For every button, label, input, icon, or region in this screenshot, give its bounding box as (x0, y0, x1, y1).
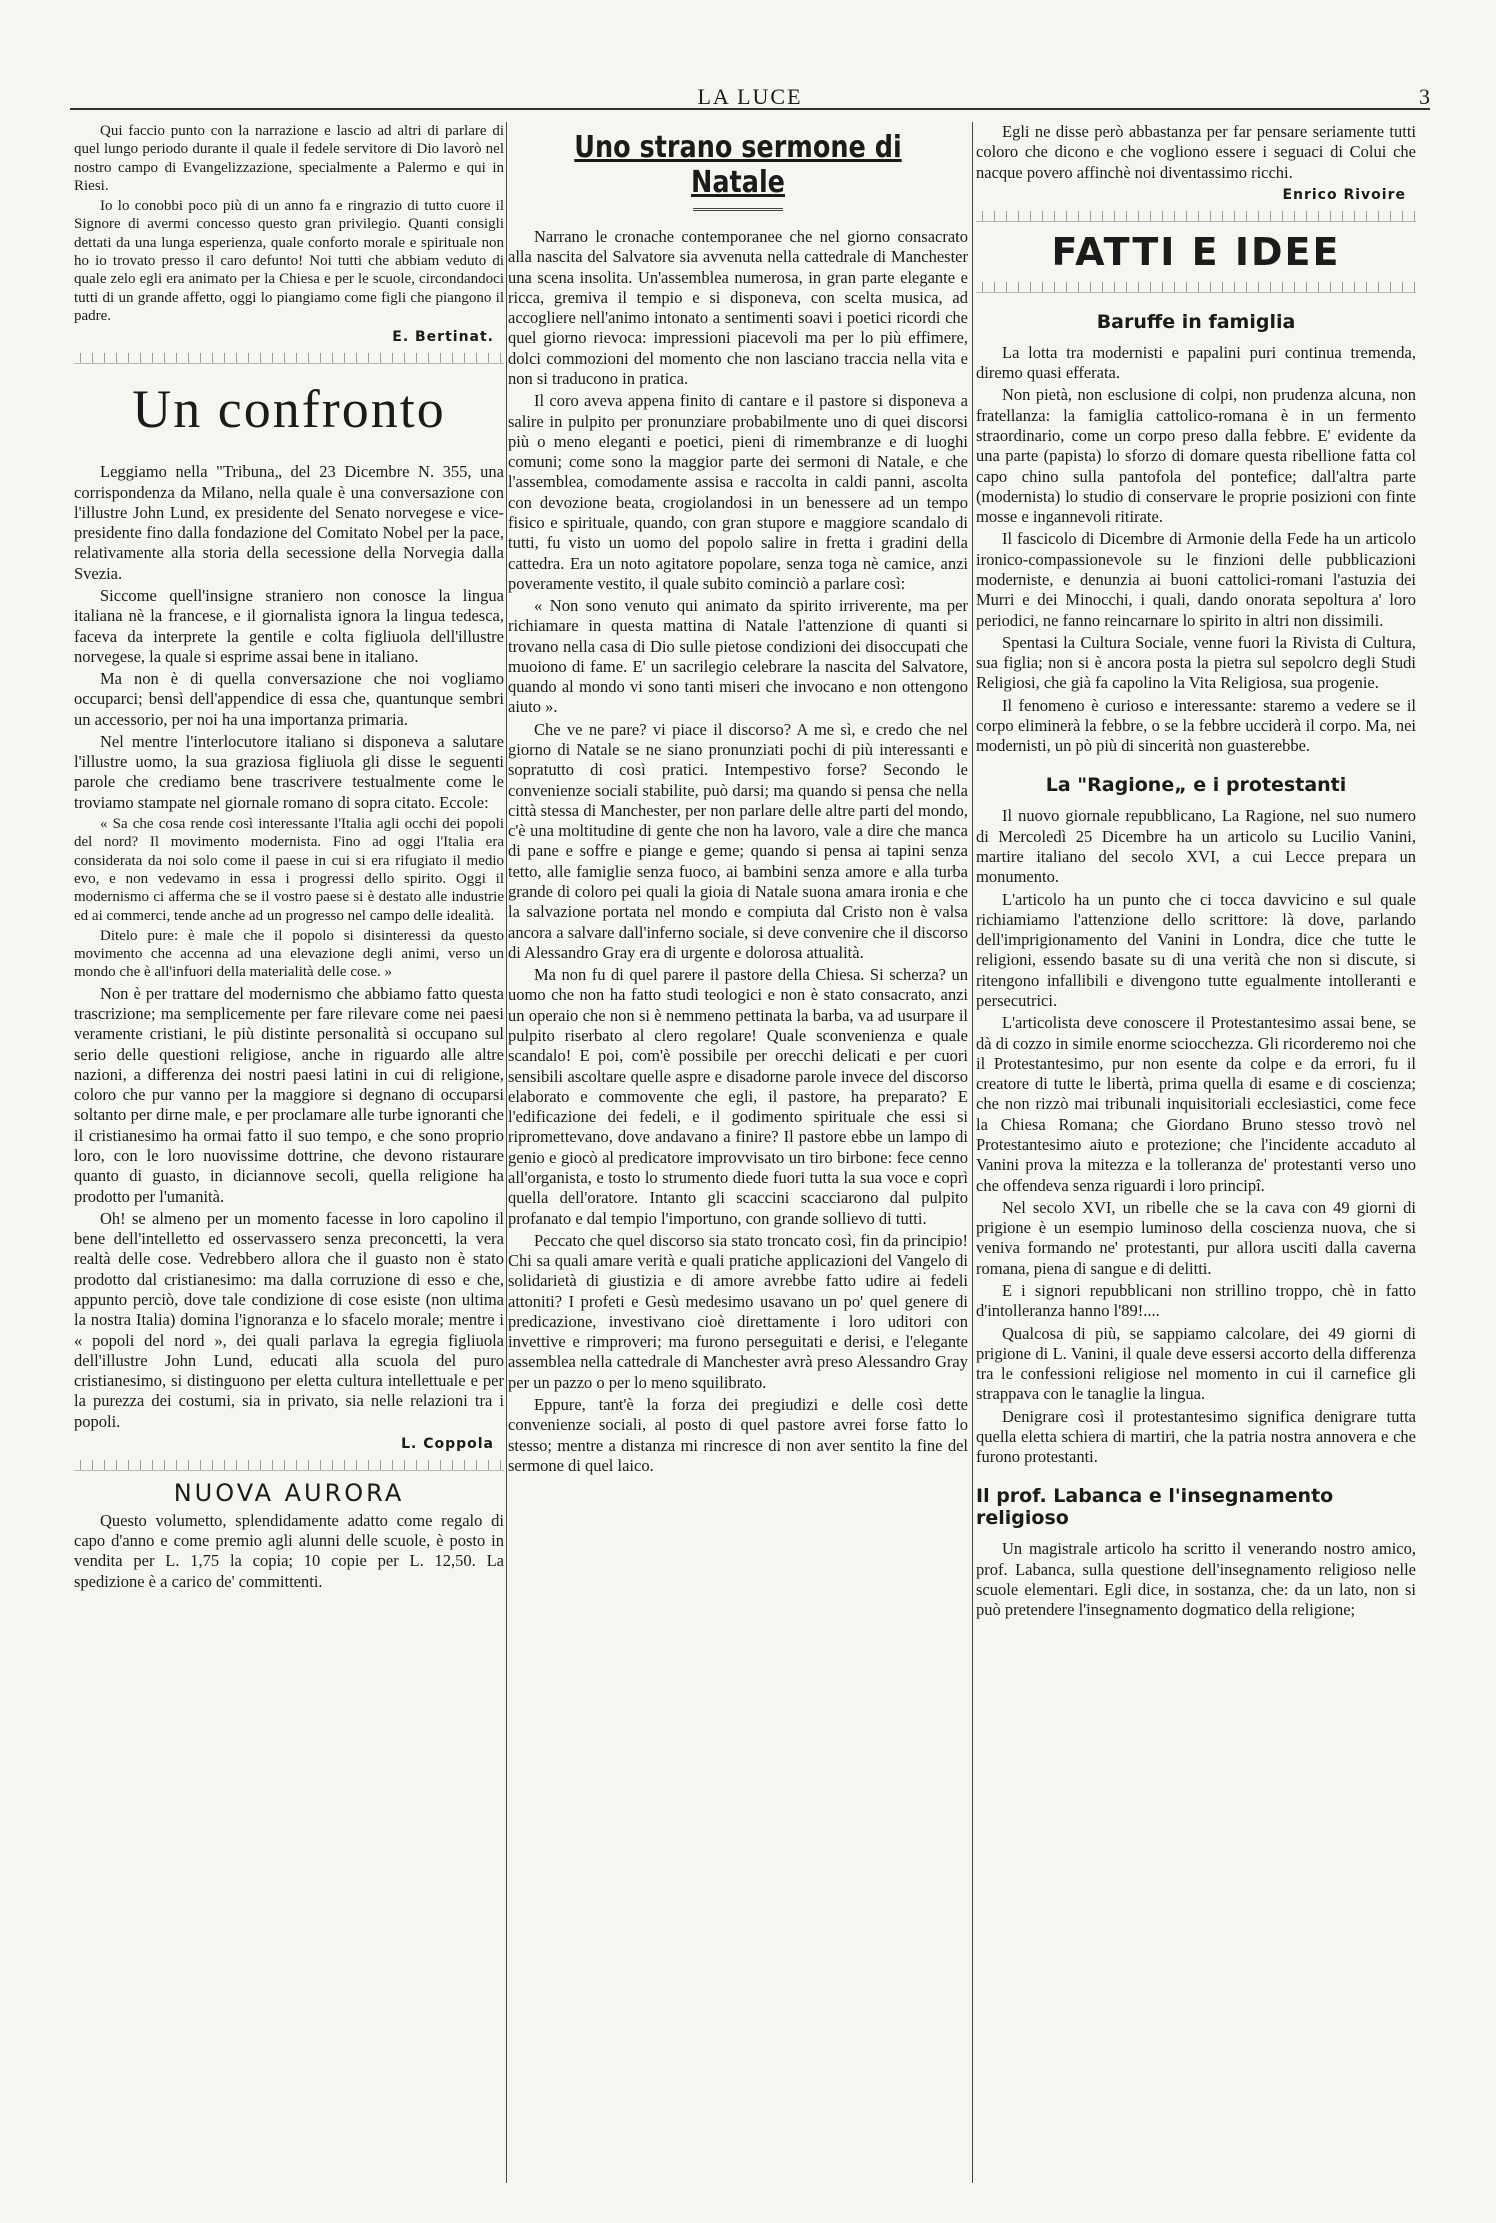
article-paragraph: « Non sono venuto qui animato da spirito irriverente, ma per richiamare in questa mattina di Natale l'attenzione di quanti si trovano nella casa di Dio sulle pietose condizioni dei disoccupati che muoiono di fame. E' un sacrilegio celebrare la nascita del Salvatore, quando al mondo vi sono tanti miseri che invocano e non ottengono aiuto ». (508, 596, 968, 717)
article-paragraph: Ma non fu di quel parere il pastore della Chiesa. Si scherza? un uomo che non ha fatto studi teologici e non è stato consacrato, anzi un operaio che non si è nemmeno pettinata la barba, va ad usurpare il pulpito riserbato al clero regolare! Quale sconvenienza e quale scandalo! E poi, com'è possibile per orecchi delicati e per cuori sensibili ascoltare quelle aspre e disadorne parole invece del discorso elaborato e commovente che egli, il pastore, ha preparato? E l'edificazione dei fedeli, e il godimento spirituale che essi si ripromettevano, dove andavano a finire? Il pastore ebbe un lampo di genio e giocò al predicatore improvvisato un tiro birbone: fece cenno all'organista, e tosto lo strumento diede fuori tutta la sua voce e coprì quella dell'oratore. Intanto gli scaccini scacciarono dal pulpito profanato e dal tempio l'importuno, con grande sollievo di tutti. (508, 965, 968, 1228)
article-paragraph: Eppure, tant'è la forza dei pregiudizi e delle così dette convenienze sociali, al posto di quel pastore avrei forse fatto lo stesso; mentre a distanza mi rincresce di non aver sentito la fine del sermone di quel laico. (508, 1395, 968, 1475)
section-paragraph: Il fascicolo di Dicembre di Armonie della Fede ha un articolo ironico-compassionevole su le finzioni delle pubblicazioni moderniste, e denunzia ai buoni cattolici-romani l'astuzia dei Murri e dei Minocchi, i quali, dando onorata sepoltura a' loro periodici, ne fanno reincarnare lo spirito in altri non dissimili. (976, 529, 1416, 630)
article-paragraph: Siccome quell'insigne straniero non conosce la lingua italiana nè la francese, e il giornalista ignora la lingua tedesca, faceva da interprete la gentile e colta figliuola dell'illustre norvegese, la quale si esprime assai bene in italiano. (74, 585, 504, 666)
section-paragraph: Il nuovo giornale repubblicano, La Ragione, nel suo numero di Mercoledì 25 Dicembre ha un articolo su Lucilio Vanini, martire italiano del secolo XVI, a cui Lecce prepara un monumento. (976, 806, 1416, 887)
wavy-divider (976, 282, 1416, 293)
section-banner-title: FATTI E IDEE (1051, 229, 1341, 274)
intro-paragraph: Egli ne disse però abbastanza per far pensare seriamente tutti coloro che dicono e che vogliono essere i seguaci di Colui che nacque povero affinchè noi diventassimo ricchi. (976, 122, 1416, 182)
article-paragraph: Non è per trattare del modernismo che abbiamo fatto questa trascrizione; ma semplicemente per fare rilevare come nei paesi veramente cristiani, le più distinte personalità si occupano sul serio delle questioni religiose, anche in riguardo alle altre nazioni, a differenza dei nostri paesi latini in cui di religione, coloro che pur vanno per la maggiore si degnano di occuparsi soltanto per dirne male, e per proclamare alle turbe ignoranti che il cristianesimo ha ormai fatto il suo tempo, e che sono proprio loro, con le loro nuovissime dottrine, che devono ristaurare quanto di guasto, in diciannove secoli, quella religione ha prodotto per l'umanità. (74, 983, 504, 1206)
column-3 (976, 122, 1416, 2183)
article-paragraph: Oh! se almeno per un momento facesse in loro capolino il bene dell'intelletto ed osservassero senza preconcetti, la vera realtà delle cose. Vedrebbero allora che il guasto non è stato prodotto dal cristianesimo: ma dalla corruzione di esso e che, appunto perciò, dove tale condizione di cose esiste (non ultima la nostra Italia) domina l'ignoranza e lo sfacelo morale; mentre i « popoli del nord », dei quali parlava la egregia figliuola dell'illustre John Lund, educati alla scuola del puro cristianesimo, si distinguono per eletta cultura intellettuale e per la purezza dei costumi, sia in privato, sia nelle relazioni tra i popoli. (74, 1208, 504, 1431)
section-paragraph: L'articolista deve conoscere il Protestantesimo assai bene, se dà di cozzo in simile enorme sciocchezza. Gli ricorderemo noi che il Protestantesimo, pur non esente da colpe e da errori, fu il creatore di tutte le libertà, prima quella di esame e di coscienza; che non rizzò mai tribunali inquisitoriali ecclesiastici, come fece la Chiesa Romana; che Giordano Bruno stesso trovò nel Protestantesimo aiuto e protezione; che l'incidente accaduto al Vanini prova la mitezza e la tolleranza de' protestanti verso uno che offendeva senza riguardi i loro principî. (976, 1013, 1416, 1195)
intro-paragraph: Io lo conobbi poco più di un anno fa e ringrazio di tutto cuore il Signore di avermi concesso questo gran privilegio. Quanti consigli dettati da una lunga esperienza, quale conforto morale e spirituale non ho io trovato presso il caro defunto! Noi tutti che abbiam veduto di quale zelo egli era animato per la Chiesa e per le scuole, circondandoci tutti di un grande affetto, oggi lo piangiamo come figli che piangono il padre. (74, 198, 504, 324)
wavy-divider (976, 211, 1416, 222)
section-title: La "Ragione„ e i protestanti (1045, 774, 1347, 797)
intro-signature: E. Bertinat. (392, 329, 494, 346)
section-paragraph: Qualcosa di più, se sappiamo calcolare, dei 49 giorni di prigione di L. Vanini, il quale deve essersi accorto della differenza tra le confessioni religiose nel momento in cui il carnefice gli strappava con le tanaglie la lingua. (976, 1323, 1416, 1404)
intro-paragraph: Qui faccio punto con la narrazione e lascio ad altri di parlare di quel lungo periodo durante il quale il fedele servitore di Dio lavorò nel nostro campo di Evangelizzazione, specialmente a Palermo e qui in Riesi. (74, 123, 504, 194)
article-title: Uno strano sermone di Natale (574, 130, 902, 200)
page-number: 3 (1419, 84, 1430, 109)
quote-paragraph: « Sa che cosa rende così interessante l'Italia agli occhi dei popoli del nord? Il movimento modernista. Fino ad oggi l'Italia era considerata da noi solo come il paese in cui si era rifugiato il medio evo, e non vedevamo in essa i progressi dello spirito. Oggi il modernismo ci afferma che se il vostro paese si è destato alle industrie ed ai commerci, tende anche ad un progresso nel campo delle idealità. (74, 816, 504, 924)
notice-title: NUOVA AURORA (173, 1478, 405, 1507)
section-paragraph: Spentasi la Cultura Sociale, venne fuori la Rivista di Cultura, sua figlia; non si è ancora posta la pietra sul sepolcro degli Studi Religiosi, che già fa capolino la Vita Religiosa, sua progenie. (976, 632, 1416, 693)
section-paragraph: L'articolo ha un punto che ci tocca davvicino e sul quale richiamiamo l'attenzione dello scrittore: là dove, parlando dell'imprigionamento del Vanini in Londra, dice che tutte le religioni, essendo basate su di una verità che non si discute, si ritengono infallibili e divengono tutte egualmente intolleranti e persecutrici. (976, 889, 1416, 1010)
article-paragraph: Che ve ne pare? vi piace il discorso? A me sì, e credo che nel giorno di Natale se ne siano pronunziati pochi di più interessanti e sopratutto di così pratici. Intempestivo forse? Secondo le convenienze sociali stabilite, può darsi; ma quando si pensa che nella città stessa di Manchester, per non parlare delle altre parti del mondo, c'è una moltitudine di gente che non ha lavoro, vale a dire che manca di pane e soffre e piange e geme; quando si pensa ai tapini senza tetto, alle famiglie senza fuoco, ai bambini senza amore e alla turba grande di coloro pei quali la gioia di Natale suona amara ironia e che la salvazione portata nel mondo e compiuta dal Cristo non è valsa ancora a salvare dall'inferno sociale, si deve convenire che il discorso di Alessandro Gray era di urgente e dolorosa attualità. (508, 719, 968, 962)
article-paragraph: Ma non è di quella conversazione che noi vogliamo occuparci; bensì dell'appendice di essa che, quantunque sembri un accessorio, per noi ha una importanza primaria. (74, 669, 504, 729)
section-paragraph: La lotta tra modernisti e papalini puri continua tremenda, diremo quasi efferata. (976, 342, 1416, 383)
column-divider-1 (506, 122, 507, 2183)
intro-signature: Enrico Rivoire (1282, 186, 1406, 203)
column-divider-2 (972, 122, 973, 2183)
article-paragraph: Peccato che quel discorso sia stato troncato così, fin da principio! Chi sa quali amare verità e quali pratiche applicazioni del Vangelo di solidarietà di giustizia e di amore avrebbe fatto udire ai fedeli attoniti? I profeti e Gesù medesimo usavano un po' quel genere di predicazione, investivano cioè direttamente i loro uditori con invettive e rimproveri; ma furono perseguitati e derisi, e l'elegante assemblea nella cattedrale di Manchester avrà preso Alessandro Gray per un pazzo o per lo meno squilibrato. (508, 1230, 968, 1392)
section-paragraph: E i signori repubblicani non strillino troppo, chè in fatto d'intolleranza hanno l'89!.... (976, 1280, 1416, 1321)
section-paragraph: Il fenomeno è curioso e interessante: staremo a vedere se il corpo eliminerà la febbre, o se la febbre ucciderà il corpo. Ma, nei modernisti, un pò più di sincerità non guasterebbe. (976, 695, 1416, 756)
wavy-divider (74, 1460, 504, 1471)
title-rule (693, 208, 783, 211)
article-paragraph: Leggiamo nella "Tribuna„ del 23 Dicembre N. 355, una corrispondenza da Milano, nella quale è una conversazione con l'illustre John Lund, ex presidente del Senato norvegese e vice-presidente fino dalla fondazione del Comitato Nobel per la pace, relativamente alla storia della secessione della Norvegia dalla Svezia. (74, 462, 504, 583)
section-paragraph: Non pietà, non esclusione di colpi, non prudenza alcuna, non fratellanza: la famiglia cattolico-romana è in un fermento straordinario, come un corpo preso dalla febbre. E' evidente da una parte (papista) lo sforzo di domare questa ribellione fatta col capo chino sulla pantofola del pontefice; dall'altra parte (modernista) lo studio di conservare le proprie posizioni con finte mosse e ingannevoli ritirate. (976, 385, 1416, 527)
article-title: Un confronto (132, 379, 446, 440)
masthead: LA LUCE (697, 84, 803, 109)
article-paragraph: Narrano le cronache contemporanee che nel giorno consacrato alla nascita del Salvatore sia avvenuta nella cattedrale di Manchester una scena insolita. Un'assemblea numerosa, in gran parte elegante e ricca, gremiva il tempio e si disponeva, con scelta musica, ad accogliere nell'animo intonato a sentimenti soavi i poetici ricordi che quel giorno rievoca: impressioni piacevoli ma per lo più effimere, dolci commozioni del momento che non lasciano traccia nella vita e non si traducono in pratica. (508, 227, 968, 388)
header-rule (70, 108, 1430, 110)
column-2 (508, 122, 968, 2183)
column-1 (74, 122, 504, 2183)
section-paragraph: Denigrare così il protestantesimo significa denigrare tutta quella eletta schiera di martiri, che la patria nostra annovera e che furono protestanti. (976, 1406, 1416, 1467)
section-paragraph: Un magistrale articolo ha scritto il venerando nostro amico, prof. Labanca, sulla questione dell'insegnamento religioso nelle scuole elementari. Egli dice, in sostanza, che: da un lato, non si può pretendere l'insegnamento dogmatico della religione; (976, 1539, 1416, 1620)
wavy-divider (74, 353, 504, 364)
article-signature: L. Coppola (401, 1435, 494, 1452)
quote-paragraph: Ditelo pure: è male che il popolo si disinteressi da questo movimento che accenna ad una elevazione degli animi, verso un mondo che è all'infuori della materialità delle cose. » (74, 927, 504, 981)
section-title: Il prof. Labanca e l'insegnamento religioso (976, 1485, 1334, 1530)
section-paragraph: Nel secolo XVI, un ribelle che se la cava con 49 giorni di prigione è un esempio luminoso della coscienza nuova, che si veniva formando ne' protestanti, pur allora usciti dalla caverna romana, piena di sangue e di delitti. (976, 1197, 1416, 1278)
article-paragraph: Il coro aveva appena finito di cantare e il pastore si disponeva a salire in pulpito per pronunziare probabilmente uno di quei discorsi più o meno eleganti e poetici, pieni di rimembranze e di luoghi comuni; come sono la maggior parte dei sermoni di Natale, e che l'assemblea, comodamente assisa e raccolta in caldi panni, ascolta con devozione beata, crogiolandosi in un benessere ad un tempo fisico e spirituale, quando, con gran stupore e maggiore scandalo di tutti, fu visto un uomo del popolo salire in fretta i gradini della cattedra. Era un noto agitatore popolare, senza toga nè camice, anzi poveramente vestito, il quale subito cominciò a parlare così: (508, 391, 968, 593)
article-paragraph: Nel mentre l'interlocutore italiano si disponeva a salutare l'illustre uomo, la sua graziosa figliuola gli disse le seguenti parole che crediamo bene trascrivere testualmente come le troviamo stampate nel giornale romano di sopra citato. Eccole: (74, 731, 504, 812)
notice-text: Questo volumetto, splendidamente adatto come regalo di capo d'anno e come premio agli alunni delle scuole, è posto in vendita per L. 1,75 la copia; 10 copie per L. 12,50. La spedizione è a carico de' committenti. (74, 1510, 504, 1591)
section-title: Baruffe in famiglia (1096, 310, 1296, 333)
